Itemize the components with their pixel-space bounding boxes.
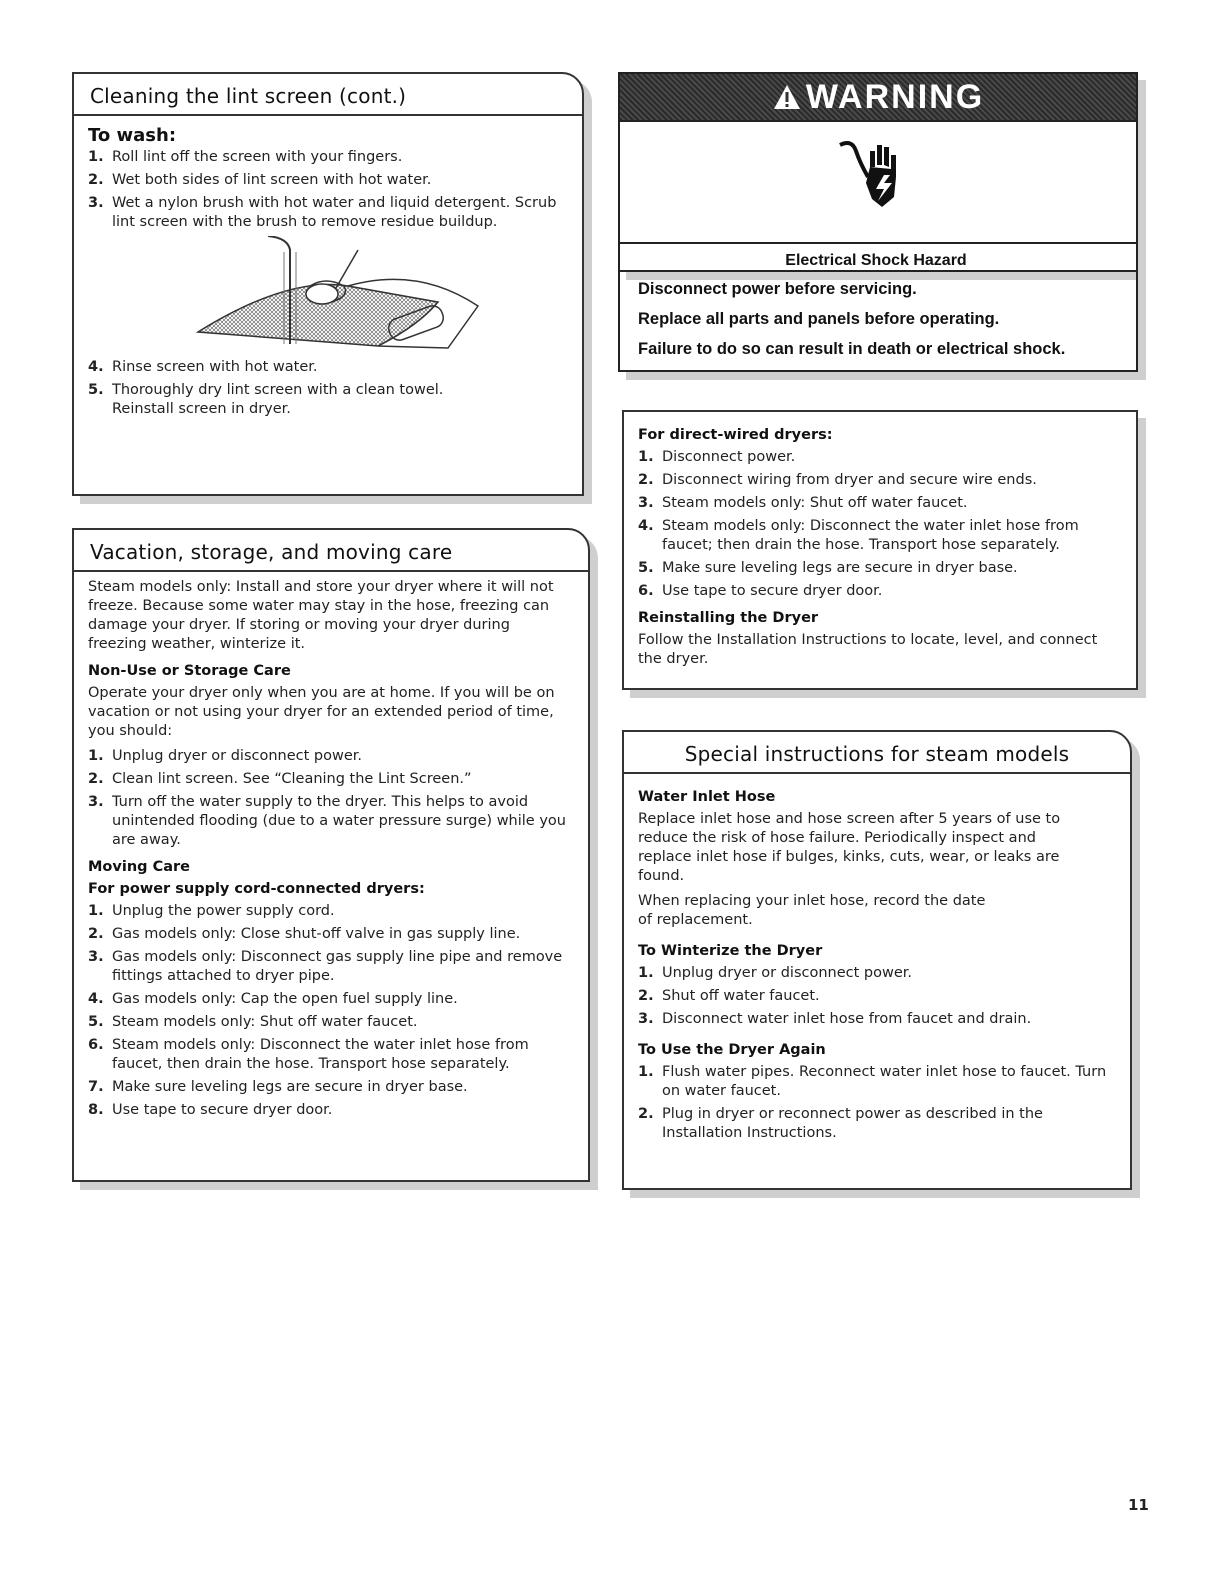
steam-intro-text: Steam models only: Install and store your dryer where it will not freeze. Because some water may stay in the hose, freezing can damage your dryer. If storing or moving your dryer during freezing weather, winterize it. — [88, 579, 554, 652]
direct-wired-heading: For direct-wired dryers: — [638, 427, 833, 443]
list-item: 2. Gas models only: Close shut-off valve in gas supply line. — [88, 926, 521, 942]
list-item: 1. Roll lint off the screen with your fingers. — [88, 149, 403, 165]
vacation-storage-section — [72, 528, 590, 1182]
steam-models-section — [622, 730, 1132, 1190]
wash-steps-list — [88, 148, 570, 232]
direct-wired-steps-list — [638, 448, 1124, 601]
list-item: 3. Disconnect water inlet hose from faucet and drain. — [638, 1011, 1032, 1027]
list-item: 3. Turn off the water supply to the dryer. This helps to avoid unintended flooding (due to a water pressure surge) while you are away. — [88, 794, 566, 848]
list-item: 1. Disconnect power. — [638, 449, 796, 465]
wash-steps-list-continued — [88, 358, 570, 419]
list-item: 2. Disconnect wiring from dryer and secure wire ends. — [638, 472, 1037, 488]
list-item: 2. Shut off water faucet. — [638, 988, 820, 1004]
list-item: 1. Unplug dryer or disconnect power. — [88, 748, 363, 764]
direct-wired-section — [622, 410, 1138, 690]
steam-section-title: Special instructions for steam models — [624, 732, 1130, 774]
use-again-heading: To Use the Dryer Again — [638, 1042, 826, 1058]
list-item: 3. Wet a nylon brush with hot water and liquid detergent. Scrub lint screen with the brush to remove residue buildup. — [88, 195, 557, 230]
warning-header — [620, 74, 1136, 122]
vacation-section-title: Vacation, storage, and moving care — [74, 530, 588, 572]
water-inlet-text: Replace inlet hose and hose screen after 5 years of use to reduce the risk of hose failure. Periodically inspect and replace inlet hose if bulges, kinks, cuts, wear, or leaks are found. — [638, 811, 1061, 884]
lint-screen-section — [72, 72, 584, 496]
warning-triangle-icon — [772, 83, 802, 111]
cord-connected-steps-list — [88, 902, 566, 1120]
list-item: 2. Wet both sides of lint screen with hot water. — [88, 172, 432, 188]
warning-line: Replace all parts and panels before operating. — [638, 310, 1000, 328]
list-item: 1. Unplug the power supply cord. — [88, 903, 335, 919]
warning-line: Failure to do so can result in death or electrical shock. — [638, 340, 1066, 358]
list-item: 4. Rinse screen with hot water. — [88, 359, 318, 375]
winterize-steps-list — [638, 964, 1118, 1029]
list-item: 2. Plug in dryer or reconnect power as described in the Installation Instructions. — [638, 1106, 1043, 1141]
use-again-steps-list — [638, 1063, 1118, 1143]
non-use-heading: Non-Use or Storage Care — [88, 663, 291, 679]
warning-line: Disconnect power before servicing. — [638, 280, 917, 298]
list-item: 2. Clean lint screen. See “Cleaning the Lint Screen.” — [88, 771, 472, 787]
list-item: 4. Gas models only: Cap the open fuel supply line. — [88, 991, 458, 1007]
warning-box — [618, 72, 1138, 272]
reinstall-text: Follow the Installation Instructions to locate, level, and connect the dryer. — [638, 632, 1098, 667]
lint-section-title: Cleaning the lint screen (cont.) — [74, 74, 582, 116]
winterize-heading: To Winterize the Dryer — [638, 943, 823, 959]
list-item: 6. Use tape to secure dryer door. — [638, 583, 883, 599]
list-item: 7. Make sure leveling legs are secure in dryer base. — [88, 1079, 468, 1095]
list-item: 3. Steam models only: Shut off water faucet. — [638, 495, 968, 511]
warning-title: WARNING — [805, 77, 985, 116]
moving-care-heading: Moving Care — [88, 859, 190, 875]
hazard-title: Electrical Shock Hazard — [785, 252, 967, 269]
list-item: 1. Unplug dryer or disconnect power. — [638, 965, 913, 981]
list-item: 4. Steam models only: Disconnect the water inlet hose from faucet; then drain the hose. Transport hose separately. — [638, 518, 1079, 553]
list-item: 3. Gas models only: Disconnect gas supply line pipe and remove fittings attached to dryer pipe. — [88, 949, 563, 984]
warning-text — [618, 252, 1134, 370]
list-item: 5. Steam models only: Shut off water faucet. — [88, 1014, 418, 1030]
water-inlet-heading: Water Inlet Hose — [638, 789, 776, 805]
lint-screen-illustration — [88, 236, 570, 354]
electrical-shock-icon — [838, 137, 918, 227]
list-item: 5. Thoroughly dry lint screen with a clean towel. Reinstall screen in dryer. — [88, 382, 444, 417]
list-item: 8. Use tape to secure dryer door. — [88, 1102, 333, 1118]
non-use-steps-list — [88, 747, 566, 850]
non-use-intro: Operate your dryer only when you are at home. If you will be on vacation or not using your dryer for an extended period of time, you should: — [88, 685, 555, 739]
list-item: 1. Flush water pipes. Reconnect water inlet hose to faucet. Turn on water faucet. — [638, 1064, 1107, 1099]
page-number: 11 — [1128, 1496, 1149, 1514]
to-wash-heading: To wash: — [88, 125, 177, 146]
record-date-text: When replacing your inlet hose, record the date of replacement. — [638, 893, 986, 928]
cord-connected-heading: For power supply cord-connected dryers: — [88, 881, 425, 897]
list-item: 5. Make sure leveling legs are secure in dryer base. — [638, 560, 1018, 576]
list-item: 6. Steam models only: Disconnect the water inlet hose from faucet, then drain the hose. Transport hose separately. — [88, 1037, 529, 1072]
reinstall-heading: Reinstalling the Dryer — [638, 610, 819, 626]
